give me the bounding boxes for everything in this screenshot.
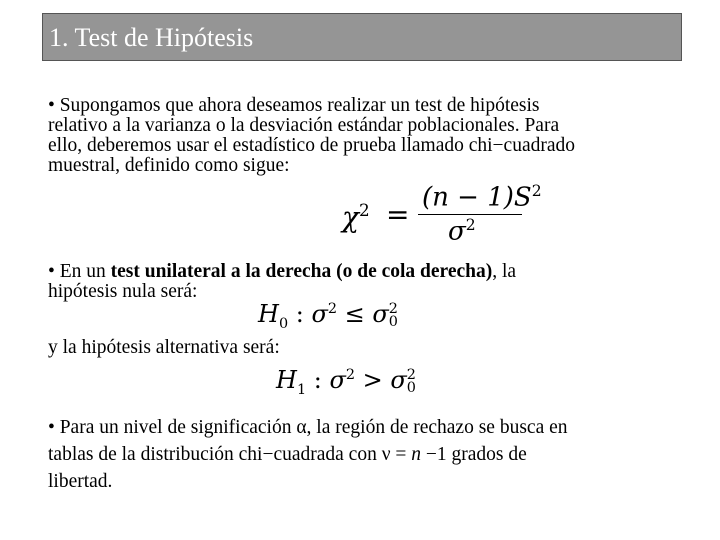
paragraph-intro: [48, 96, 575, 176]
alternative-hypothesis-formula: $H_1$ : $\sigma^2 > \sigma$ 2 0: [276, 366, 416, 398]
paragraph-unilateral: [48, 262, 516, 302]
paragraph-line: tablas de la distribución chi−cuadrada con ν = n −1 grados de: [48, 444, 527, 465]
chi-square-formula: [338, 182, 542, 247]
slide-title: 1. Test de Hipótesis: [49, 23, 254, 52]
equals-sign: =: [386, 198, 410, 231]
title-bar: [42, 13, 682, 61]
formula-denominator: $\sigma^2$: [448, 216, 476, 247]
paragraph-line: • Supongamos que ahora deseamos realizar un test de hipótesis: [48, 95, 540, 116]
paragraph-line: libertad.: [48, 471, 113, 492]
fraction-bar: [418, 214, 522, 215]
paragraph-alternative: y la hipótesis alternativa será:: [48, 337, 280, 358]
null-hypothesis-formula: $H_0$ : $\sigma^2 \le \sigma$ 2 0: [258, 300, 398, 332]
paragraph-line: relativo a la varianza o la desviación estándar poblacionales. Para: [48, 115, 560, 136]
chi-symbol: $\chi^2$: [342, 200, 370, 234]
paragraph-line: ello, deberemos usar el estadístico de prueba llamado chi−cuadrado: [48, 135, 576, 156]
bold-phrase: test unilateral a la derecha (o de cola derecha): [110, 261, 493, 282]
paragraph-line: hipótesis nula será:: [48, 281, 198, 302]
paragraph-line: • Para un nivel de significación α, la región de rechazo se busca en: [48, 417, 568, 438]
paragraph-line: • En un test unilateral a la derecha (o de cola derecha), la: [48, 261, 517, 282]
paragraph-line: muestral, definido como sigue:: [48, 155, 290, 176]
paragraph-significance: [48, 414, 568, 495]
formula-numerator: $(n - 1)S^2$: [422, 182, 542, 213]
